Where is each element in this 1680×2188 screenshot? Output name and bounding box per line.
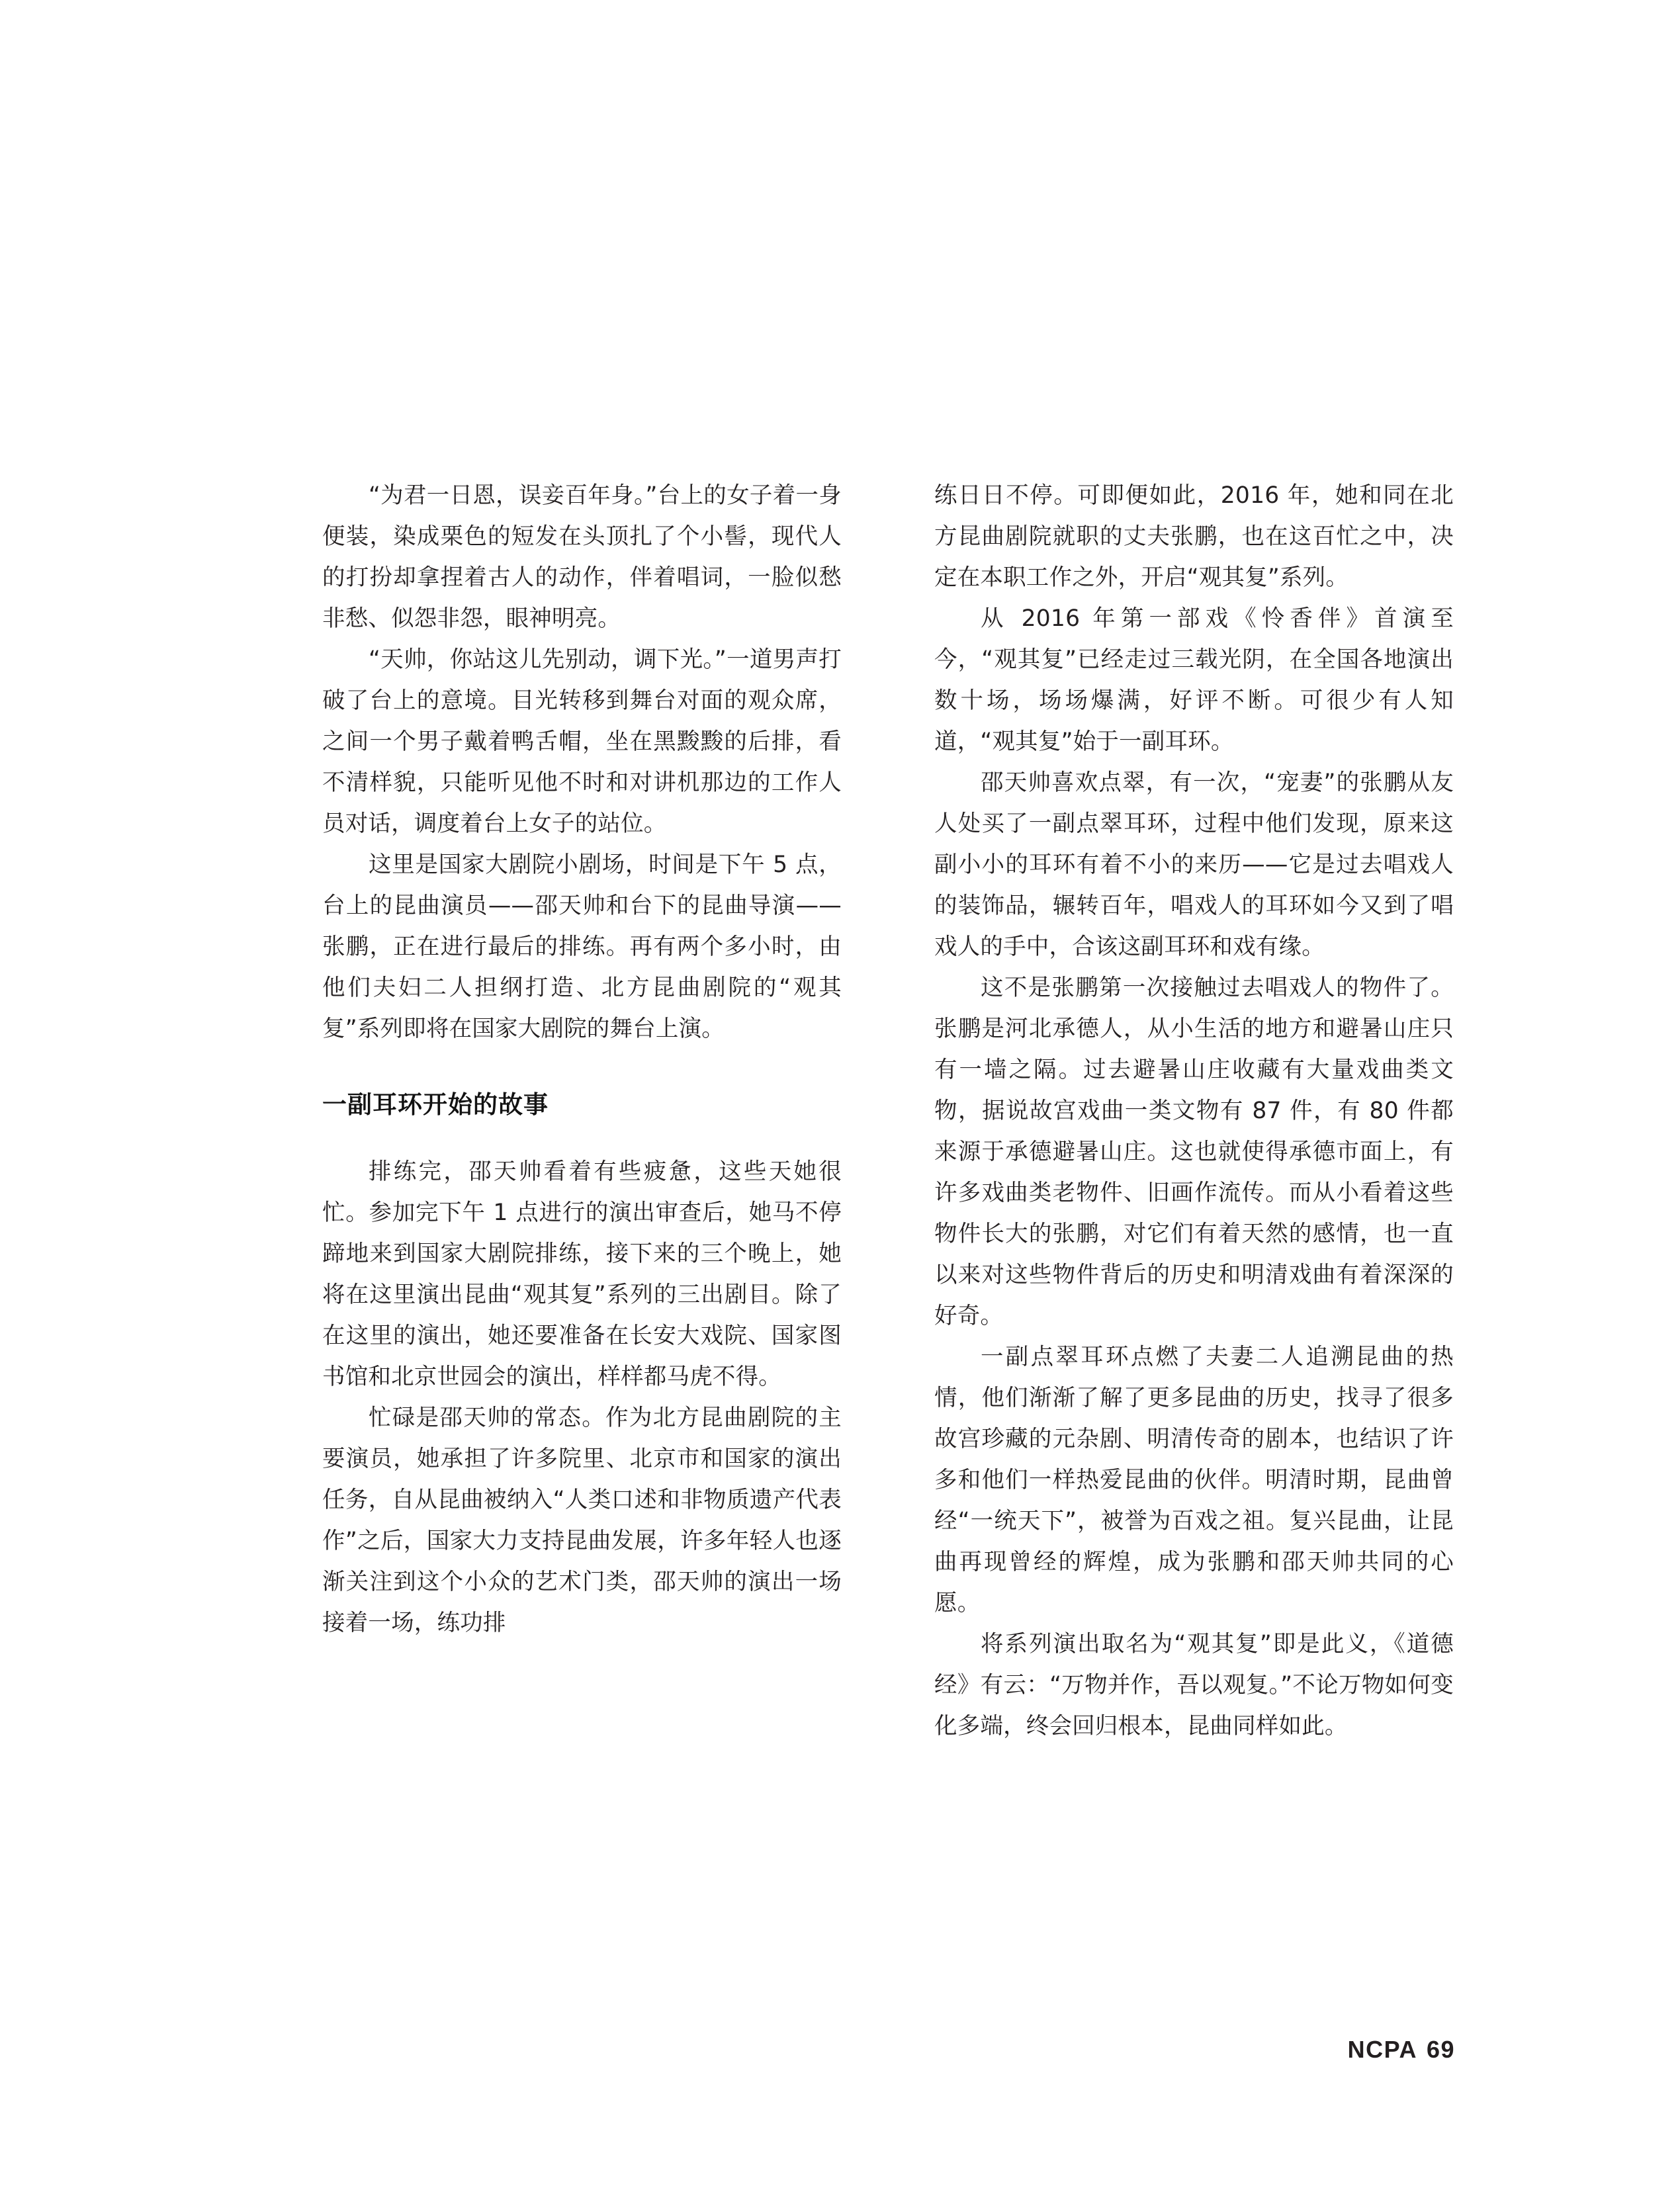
paragraph: 从 2016 年第一部戏《怜香伴》首演至今，“观其复”已经走过三载光阴，在全国各地演出数十场，场场爆满，好评不断。可很少有人知道，“观其复”始于一副耳环。	[934, 605, 1454, 755]
paragraph: 一副点翠耳环点燃了夫妻二人追溯昆曲的热情，他们渐渐了解了更多昆曲的历史，找寻了很多故宫珍藏的元杂剧、明清传奇的剧本，也结识了许多和他们一样热爱昆曲的伙伴。明清时期，昆曲曾经“一统天下”，被誉为百戏之祖。复兴昆曲，让昆曲再现曾经的辉煌，成为张鹏和邵天帅共同的心愿。	[934, 1344, 1454, 1616]
paragraph: 忙碌是邵天帅的常态。作为北方昆曲剧院的主要演员，她承担了许多院里、北京市和国家的演出任务，自从昆曲被纳入“人类口述和非物质遗产代表作”之后，国家大力支持昆曲发展，许多年轻人也逐渐关注到这个小众的艺术门类，邵天帅的演出一场接着一场，练功排	[322, 1405, 842, 1636]
section-subhead: 一副耳环开始的故事	[322, 1090, 549, 1119]
paragraph: “天帅，你站这儿先别动，调下光。”一道男声打破了台上的意境。目光转移到舞台对面的观众席，之间一个男子戴着鸭舌帽，坐在黑黢黢的后排，看不清样貌，只能听见他不时和对讲机那边的工作人员对话，调度着台上女子的站位。	[322, 646, 842, 837]
paragraph: 这不是张鹏第一次接触过去唱戏人的物件了。张鹏是河北承德人，从小生活的地方和避暑山庄只有一墙之隔。过去避暑山庄收藏有大量戏曲类文物，据说故宫戏曲一类文物有 87 件，有 80 件都来源于承德避暑山庄。这也就使得承德市面上，有许多戏曲类老物件、旧画作流传。而从小看着这些物件长大的张鹏，对它们有着天然的感情，也一直以来对这些物件背后的历史和明清戏曲有着深深的好奇。	[934, 975, 1454, 1329]
paragraph: 练日日不停。可即便如此，2016 年，她和同在北方昆曲剧院就职的丈夫张鹏，也在这百忙之中，决定在本职工作之外，开启“观其复”系列。	[934, 482, 1454, 591]
page-folio	[1348, 2036, 1455, 2064]
paragraph: “为君一日恩，误妾百年身。”台上的女子着一身便装，染成栗色的短发在头顶扎了个小髻，现代人的打扮却拿捏着古人的动作，伴着唱词，一脸似愁非愁、似怨非怨，眼神明亮。	[322, 482, 842, 632]
paragraph: 这里是国家大剧院小剧场，时间是下午 5 点，台上的昆曲演员——邵天帅和台下的昆曲导演——张鹏，正在进行最后的排练。再有两个多小时，由他们夫妇二人担纲打造、北方昆曲剧院的“观其复”系列即将在国家大剧院的舞台上演。	[322, 852, 842, 1042]
paragraph: 排练完，邵天帅看着有些疲惫，这些天她很忙。参加完下午 1 点进行的演出审查后，她马不停蹄地来到国家大剧院排练，接下来的三个晚上，她将在这里演出昆曲“观其复”系列的三出剧目。除了在这里的演出，她还要准备在长安大戏院、国家图书馆和北京世园会的演出，样样都马虎不得。	[322, 1159, 842, 1390]
folio-label: NCPA	[1347, 2036, 1417, 2063]
left-column	[322, 475, 842, 1747]
paragraph: 邵天帅喜欢点翠，有一次，“宠妻”的张鹏从友人处买了一副点翠耳环，过程中他们发现，原来这副小小的耳环有着不小的来历——它是过去唱戏人的装饰品，辗转百年，唱戏人的耳环如今又到了唱戏人的手中，合该这副耳环和戏有缘。	[934, 769, 1454, 960]
folio-number: 69	[1426, 2036, 1455, 2063]
paragraph: 将系列演出取名为“观其复”即是此义，《道德经》有云：“万物并作，吾以观复。”不论万物如何变化多端，终会回归根本，昆曲同样如此。	[934, 1631, 1454, 1739]
article-body	[322, 475, 1454, 1747]
right-column	[934, 475, 1454, 1747]
